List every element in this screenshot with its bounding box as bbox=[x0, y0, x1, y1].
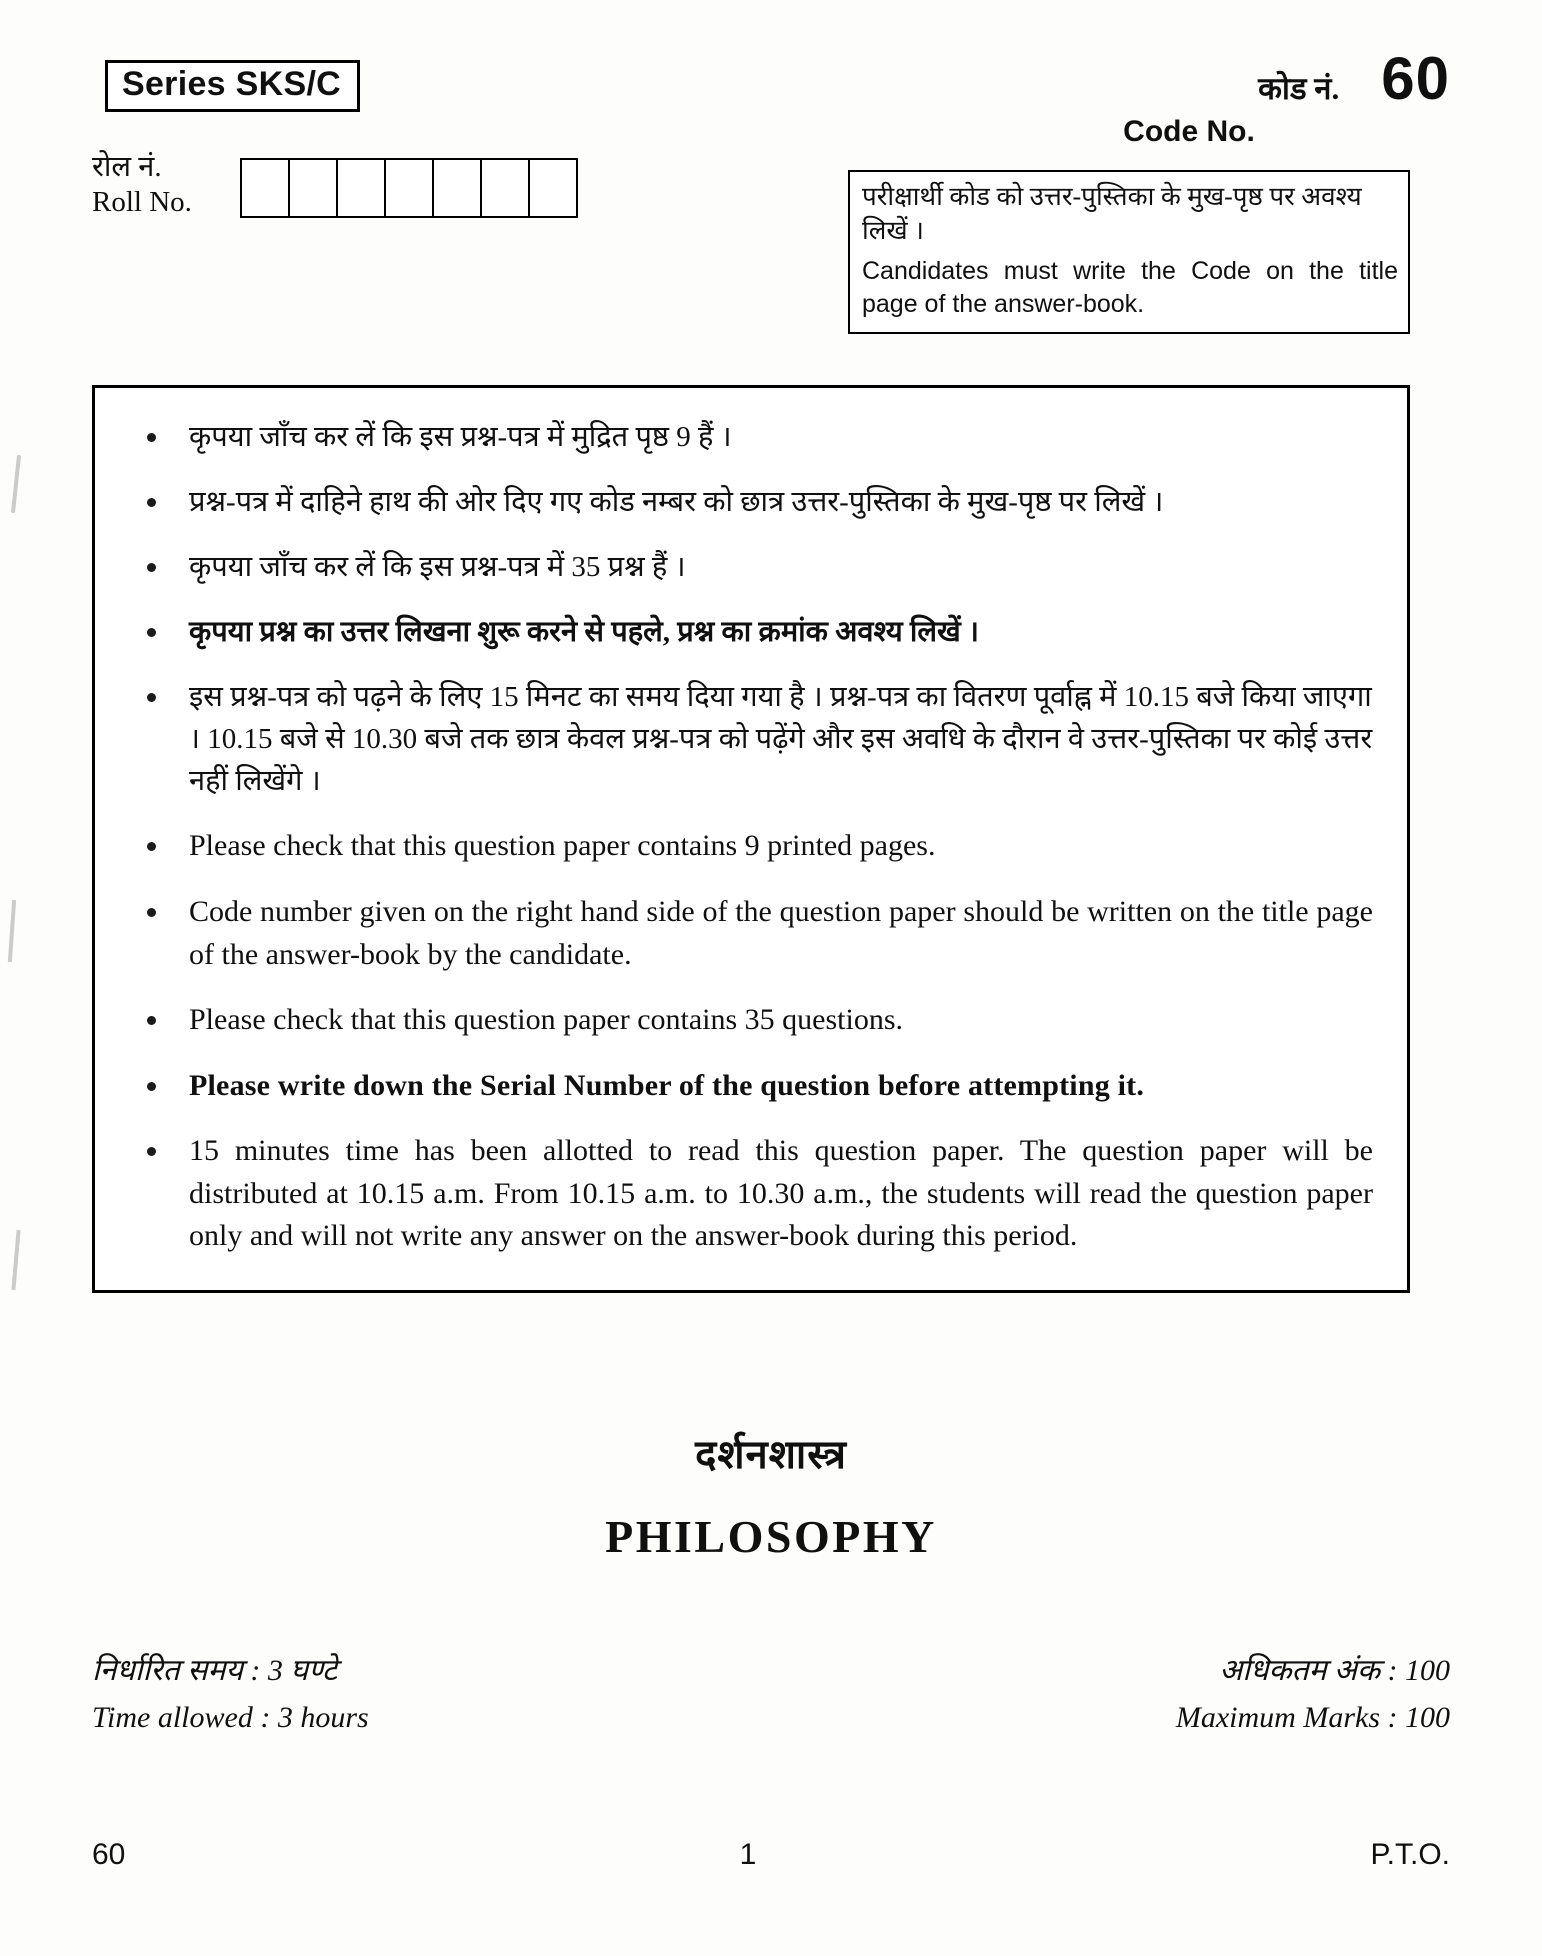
instruction-item-english-2 bbox=[125, 891, 1373, 976]
maximum-marks-hindi: अधिकतम अंक : 100 bbox=[1219, 1654, 1450, 1687]
scan-artifact bbox=[8, 900, 16, 962]
instruction-item-english-3 bbox=[125, 999, 1373, 1042]
candidate-note-english: Candidates must write the Code on the title page of the answer-book. bbox=[862, 256, 1398, 319]
roll-no-label-english: Roll No. bbox=[92, 186, 192, 219]
instruction-text: इस प्रश्न-पत्र को पढ़ने के लिए 15 मिनट का समय दिया गया है । प्रश्न-पत्र का वितरण पूर्वाह्न में 10.15 बजे किया जाएगा । 10.15 बजे से 10.30 बजे तक छात्र केवल प्रश्न-पत्र को पढ़ेंगे और इस अवधि के दौरान वे उत्तर-पुस्तिका पर कोई उत्तर नहीं लिखेंगे । bbox=[189, 681, 1373, 798]
instruction-item-hindi-4 bbox=[125, 611, 1373, 653]
instruction-text: Please check that this question paper contains 35 questions. bbox=[189, 1003, 904, 1037]
code-label-hindi: कोड नं. bbox=[1258, 71, 1340, 106]
maximum-marks-block bbox=[1176, 1648, 1450, 1741]
instruction-text: प्रश्न-पत्र में दाहिने हाथ की ओर दिए गए कोड नम्बर को छात्र उत्तर-पुस्तिका के मुख-पृष्ठ पर लिखें । bbox=[189, 486, 1164, 519]
series-label: Series SKS/C bbox=[122, 65, 342, 103]
roll-no-cell[interactable] bbox=[242, 160, 290, 216]
scan-artifact bbox=[11, 455, 21, 513]
candidate-note-hindi: परीक्षार्थी कोड को उत्तर-पुस्तिका के मुख-पृष्ठ पर अवश्य लिखें । bbox=[862, 182, 1362, 246]
code-no-line bbox=[1020, 45, 1450, 112]
instruction-item-english-4 bbox=[125, 1065, 1373, 1108]
roll-no-section bbox=[92, 150, 578, 221]
series-box bbox=[105, 60, 360, 112]
instruction-text: कृपया जाँच कर लें कि इस प्रश्न-पत्र में 35 प्रश्न हैं । bbox=[189, 551, 686, 584]
roll-no-cell[interactable] bbox=[434, 160, 482, 216]
roll-no-cell[interactable] bbox=[482, 160, 530, 216]
subject-title-english: PHILOSOPHY bbox=[605, 1511, 937, 1562]
instruction-text: 15 minutes time has been allotted to read this question paper. The question paper will be distributed at 10.15 a.m. From 10.15 a.m. to 10.30 a.m., the students will read the question paper only and will not write any answer on the answer-book during this period. bbox=[189, 1134, 1373, 1253]
code-number: 60 bbox=[1381, 45, 1450, 112]
instruction-item-english-5 bbox=[125, 1130, 1373, 1258]
time-allowed-block bbox=[92, 1648, 369, 1741]
roll-no-label-hindi: रोल नं. bbox=[92, 151, 162, 183]
roll-no-cell[interactable] bbox=[338, 160, 386, 216]
instruction-item-hindi-2 bbox=[125, 481, 1373, 523]
instruction-text: कृपया जाँच कर लें कि इस प्रश्न-पत्र में मुद्रित पृष्ठ 9 हैं । bbox=[189, 421, 732, 453]
subject-title-hindi: दर्शनशास्त्र bbox=[695, 1432, 847, 1477]
page-footer bbox=[92, 1838, 1450, 1872]
footer-page-number: 1 bbox=[739, 1838, 757, 1871]
roll-no-cell[interactable] bbox=[386, 160, 434, 216]
instruction-item-hindi-1 bbox=[125, 416, 1373, 458]
roll-no-grid[interactable] bbox=[240, 158, 578, 218]
time-allowed-hindi: निर्धारित समय : 3 घण्टे bbox=[92, 1654, 338, 1687]
code-no-section bbox=[1020, 45, 1450, 149]
instructions-list bbox=[125, 416, 1373, 1258]
roll-no-cell[interactable] bbox=[290, 160, 338, 216]
instruction-item-hindi-3 bbox=[125, 546, 1373, 588]
code-label-english: Code No. bbox=[1123, 115, 1255, 148]
time-allowed-english: Time allowed : 3 hours bbox=[92, 1700, 369, 1734]
instruction-text: Please check that this question paper contains 9 printed pages. bbox=[189, 829, 936, 863]
candidate-code-note-box bbox=[848, 170, 1410, 334]
instruction-text: Please write down the Serial Number of the question before attempting it. bbox=[189, 1068, 1145, 1102]
subject-title bbox=[0, 1425, 1542, 1563]
exam-meta-row bbox=[92, 1648, 1450, 1741]
instructions-box bbox=[92, 385, 1410, 1293]
instruction-item-hindi-5 bbox=[125, 676, 1373, 802]
roll-no-labels bbox=[92, 150, 240, 221]
maximum-marks-english: Maximum Marks : 100 bbox=[1175, 1700, 1450, 1734]
footer-code: 60 bbox=[92, 1838, 126, 1871]
footer-pto: P.T.O. bbox=[1370, 1838, 1450, 1871]
instruction-item-english-1 bbox=[125, 825, 1373, 868]
instruction-text: Code number given on the right hand side of the question paper should be written on the title page of the answer-book by the candidate. bbox=[189, 894, 1373, 971]
roll-no-cell[interactable] bbox=[530, 160, 578, 216]
instruction-text: कृपया प्रश्न का उत्तर लिखना शुरू करने से पहले, प्रश्न का क्रमांक अवश्य लिखें । bbox=[189, 616, 980, 649]
scan-artifact bbox=[11, 1230, 20, 1290]
